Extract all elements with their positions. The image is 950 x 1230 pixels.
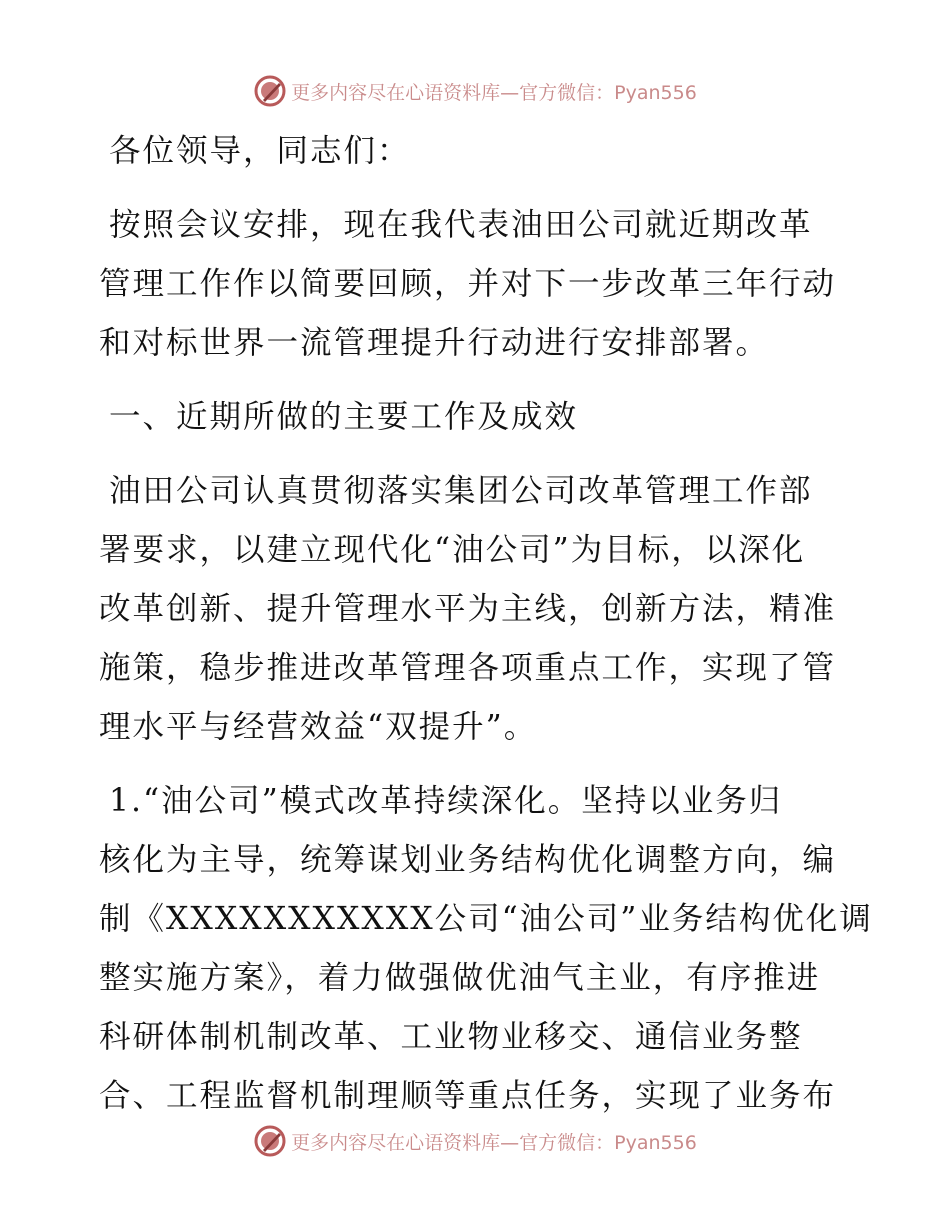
text-line: 核化为主导，统筹谋划业务结构优化调整方向，编 [99, 842, 837, 878]
text-line: 各位领导，同志们： [109, 133, 411, 169]
item-1-paragraph [99, 772, 873, 1126]
pen-seal-icon [253, 1124, 287, 1158]
text-line: 施策，稳步推进改革管理各项重点工作，实现了管 [99, 650, 837, 686]
text-line: 制《XXXXXXXXXXX公司“油公司”业务结构优化调 [99, 901, 873, 937]
intro-paragraph [99, 196, 859, 373]
text-line: 合、工程监督机制理顺等重点任务，实现了业务布 [99, 1078, 837, 1114]
document-body [99, 122, 873, 1126]
text-line: 一、近期所做的主要工作及成效 [109, 399, 579, 435]
text-line: 按照会议安排，现在我代表油田公司就近期改革 [109, 207, 813, 243]
text-line: 和对标世界一流管理提升行动进行安排部署。 [99, 325, 770, 361]
salutation [99, 122, 859, 181]
watermark-footer [0, 1121, 950, 1161]
section-heading [99, 388, 859, 447]
pen-seal-icon [253, 74, 287, 108]
watermark-text: 更多内容尽在心语资料库—官方微信：Pyan556 [291, 81, 697, 104]
text-line: 1.“油公司”模式改革持续深化。坚持以业务归 [109, 783, 783, 819]
text-line: 管理工作作以简要回顾，并对下一步改革三年行动 [99, 266, 837, 302]
summary-paragraph [99, 462, 859, 757]
watermark-header [0, 71, 950, 111]
text-line: 署要求，以建立现代化“油公司”为目标，以深化 [99, 532, 806, 568]
watermark-text: 更多内容尽在心语资料库—官方微信：Pyan556 [291, 1131, 697, 1154]
text-line: 油田公司认真贯彻落实集团公司改革管理工作部 [109, 473, 813, 509]
text-line: 改革创新、提升管理水平为主线，创新方法，精准 [99, 591, 837, 627]
text-line: 整实施方案》，着力做强做优油气主业，有序推进 [99, 960, 821, 996]
text-line: 科研体制机制改革、工业物业移交、通信业务整 [99, 1019, 803, 1055]
text-line: 理水平与经营效益“双提升”。 [99, 709, 538, 745]
